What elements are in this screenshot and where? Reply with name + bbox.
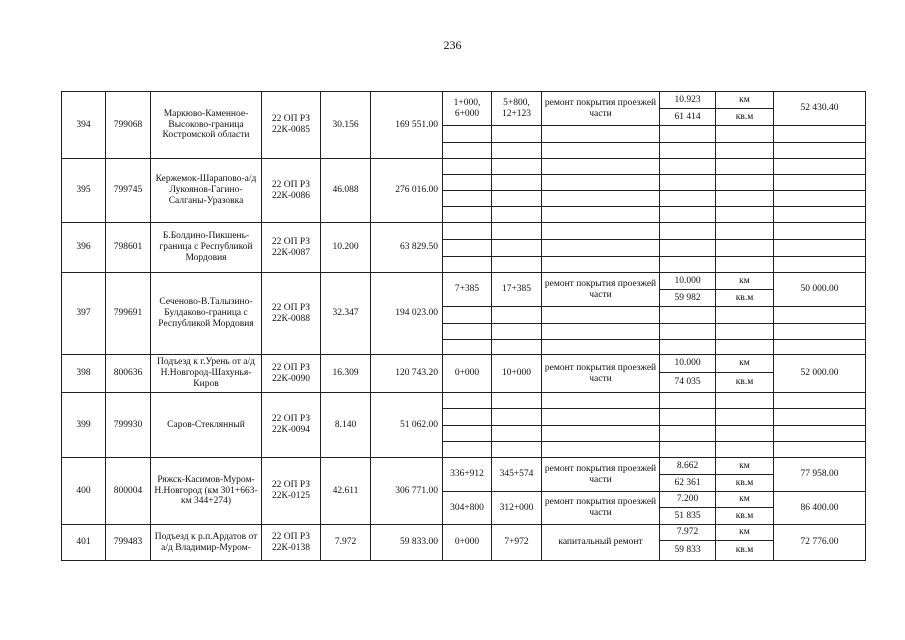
work-length-km: 7.972 — [660, 525, 716, 541]
empty-cell — [660, 223, 716, 240]
empty-cell — [443, 307, 492, 324]
empty-cell — [716, 207, 774, 223]
work-start-km: 0+000 — [443, 525, 492, 561]
empty-cell — [542, 223, 660, 240]
empty-cell — [542, 426, 660, 442]
work-start-km: 7+385 — [443, 273, 492, 307]
row-number: 395 — [62, 159, 106, 223]
empty-cell — [716, 159, 774, 175]
empty-cell — [492, 143, 542, 159]
empty-cell — [660, 307, 716, 324]
empty-cell — [542, 393, 660, 409]
unit-km: км — [716, 92, 774, 109]
empty-cell — [660, 126, 716, 143]
work-sum: 77 958.00 — [774, 458, 866, 492]
empty-cell — [774, 126, 866, 143]
empty-cell — [492, 409, 542, 426]
road-repair-table — [61, 91, 866, 561]
empty-cell — [716, 409, 774, 426]
empty-cell — [542, 409, 660, 426]
empty-cell — [716, 175, 774, 191]
empty-cell — [774, 426, 866, 442]
work-sum: 52 000.00 — [774, 355, 866, 393]
road-category: 22 ОП РЗ 22К-0086 — [262, 159, 321, 223]
row-number: 397 — [62, 273, 106, 355]
road-name: Саров-Стеклянный — [151, 393, 262, 458]
empty-cell — [492, 340, 542, 355]
empty-cell — [660, 207, 716, 223]
road-cost: 306 771.00 — [371, 458, 443, 525]
empty-cell — [443, 409, 492, 426]
work-start-km: 0+000 — [443, 355, 492, 393]
table-row — [62, 355, 866, 373]
work-end-km: 345+574 — [492, 458, 542, 492]
empty-cell — [492, 324, 542, 340]
road-category: 22 ОП РЗ 22К-0085 — [262, 92, 321, 159]
empty-cell — [443, 191, 492, 207]
empty-cell — [542, 442, 660, 458]
empty-cell — [774, 240, 866, 257]
table-row — [62, 273, 866, 290]
empty-cell — [774, 442, 866, 458]
work-length-km: 10.000 — [660, 273, 716, 290]
work-sum: 86 400.00 — [774, 492, 866, 525]
row-number: 400 — [62, 458, 106, 525]
work-area: 51 835 — [660, 508, 716, 525]
empty-cell — [774, 143, 866, 159]
empty-cell — [774, 191, 866, 207]
table-row — [62, 223, 866, 240]
row-number: 398 — [62, 355, 106, 393]
empty-cell — [716, 143, 774, 159]
work-start-km: 304+800 — [443, 492, 492, 525]
road-length: 16.309 — [321, 355, 371, 393]
row-number: 394 — [62, 92, 106, 159]
empty-cell — [716, 257, 774, 273]
empty-cell — [492, 191, 542, 207]
empty-cell — [716, 393, 774, 409]
empty-cell — [443, 207, 492, 223]
road-category: 22 ОП РЗ 22К-0138 — [262, 525, 321, 561]
empty-cell — [660, 324, 716, 340]
road-length: 30.156 — [321, 92, 371, 159]
empty-cell — [660, 393, 716, 409]
road-name: Ряжск-Касимов-Муром-Н.Новгород (км 301+663-км 344+274) — [151, 458, 262, 525]
empty-cell — [660, 143, 716, 159]
row-number: 401 — [62, 525, 106, 561]
unit-sq-m: кв.м — [716, 109, 774, 126]
empty-cell — [542, 307, 660, 324]
work-start-km: 336+912 — [443, 458, 492, 492]
empty-cell — [443, 324, 492, 340]
empty-cell — [660, 191, 716, 207]
empty-cell — [774, 324, 866, 340]
work-type: ремонт покрытия проезжей части — [542, 355, 660, 393]
empty-cell — [542, 324, 660, 340]
empty-cell — [774, 159, 866, 175]
empty-cell — [492, 393, 542, 409]
empty-cell — [492, 223, 542, 240]
work-type: ремонт покрытия проезжей части — [542, 92, 660, 126]
road-name: Маркюво-Каменное-Высоково-граница Костромской области — [151, 92, 262, 159]
road-code: 800004 — [106, 458, 151, 525]
road-category: 22 ОП РЗ 22К-0090 — [262, 355, 321, 393]
work-length-km: 10.923 — [660, 92, 716, 109]
work-area: 59 833 — [660, 541, 716, 561]
empty-cell — [443, 257, 492, 273]
empty-cell — [660, 409, 716, 426]
page-bottom-margin — [0, 588, 905, 640]
unit-km: км — [716, 458, 774, 475]
empty-cell — [716, 126, 774, 143]
empty-cell — [660, 426, 716, 442]
page-number: 236 — [443, 38, 462, 52]
empty-cell — [716, 442, 774, 458]
table-row — [62, 458, 866, 475]
empty-cell — [774, 393, 866, 409]
empty-cell — [443, 240, 492, 257]
empty-cell — [492, 207, 542, 223]
empty-cell — [542, 143, 660, 159]
empty-cell — [716, 191, 774, 207]
empty-cell — [716, 340, 774, 355]
road-cost: 51 062.00 — [371, 393, 443, 458]
empty-cell — [660, 340, 716, 355]
empty-cell — [716, 426, 774, 442]
road-code: 798601 — [106, 223, 151, 273]
empty-cell — [542, 175, 660, 191]
row-number: 399 — [62, 393, 106, 458]
work-area: 61 414 — [660, 109, 716, 126]
road-category: 22 ОП РЗ 22К-0087 — [262, 223, 321, 273]
empty-cell — [774, 307, 866, 324]
empty-cell — [443, 393, 492, 409]
work-sum: 50 000.00 — [774, 273, 866, 307]
empty-cell — [774, 409, 866, 426]
road-code: 799068 — [106, 92, 151, 159]
road-length: 42.611 — [321, 458, 371, 525]
empty-cell — [443, 175, 492, 191]
work-end-km: 312+000 — [492, 492, 542, 525]
work-sum: 52 430.40 — [774, 92, 866, 126]
empty-cell — [716, 324, 774, 340]
road-code: 799691 — [106, 273, 151, 355]
empty-cell — [660, 257, 716, 273]
empty-cell — [492, 257, 542, 273]
table-row — [62, 525, 866, 541]
work-end-km: 17+385 — [492, 273, 542, 307]
empty-cell — [716, 223, 774, 240]
unit-sq-m: кв.м — [716, 373, 774, 393]
work-length-km: 8.662 — [660, 458, 716, 475]
empty-cell — [443, 442, 492, 458]
empty-cell — [443, 426, 492, 442]
empty-cell — [492, 426, 542, 442]
empty-cell — [774, 207, 866, 223]
empty-cell — [774, 223, 866, 240]
work-area: 74 035 — [660, 373, 716, 393]
empty-cell — [542, 207, 660, 223]
work-end-km: 10+000 — [492, 355, 542, 393]
road-cost: 194 023.00 — [371, 273, 443, 355]
empty-cell — [492, 175, 542, 191]
work-type: ремонт покрытия проезжей части — [542, 273, 660, 307]
empty-cell — [542, 257, 660, 273]
road-length: 7.972 — [321, 525, 371, 561]
empty-cell — [542, 340, 660, 355]
road-length: 46.088 — [321, 159, 371, 223]
table-row — [62, 159, 866, 175]
unit-sq-m: кв.м — [716, 475, 774, 492]
empty-cell — [542, 159, 660, 175]
work-area: 59 982 — [660, 290, 716, 307]
road-length: 8.140 — [321, 393, 371, 458]
empty-cell — [774, 340, 866, 355]
empty-cell — [660, 159, 716, 175]
empty-cell — [492, 240, 542, 257]
work-start-km: 1+000, 6+000 — [443, 92, 492, 126]
road-name: Сеченово-В.Талызино-Булдаково-граница с Республикой Мордовия — [151, 273, 262, 355]
road-cost: 276 016.00 — [371, 159, 443, 223]
road-name: Б.Болдино-Пикшень-граница с Республикой Мордовия — [151, 223, 262, 273]
work-area: 62 361 — [660, 475, 716, 492]
work-end-km: 5+800, 12+123 — [492, 92, 542, 126]
road-code: 799930 — [106, 393, 151, 458]
unit-sq-m: кв.м — [716, 508, 774, 525]
unit-km: км — [716, 355, 774, 373]
empty-cell — [716, 307, 774, 324]
road-name: Подъезд к г.Урень от а/д Н.Новгород-Шахунья-Киров — [151, 355, 262, 393]
empty-cell — [492, 307, 542, 324]
work-type: ремонт покрытия проезжей части — [542, 458, 660, 492]
empty-cell — [492, 159, 542, 175]
empty-cell — [492, 126, 542, 143]
unit-km: км — [716, 492, 774, 508]
empty-cell — [492, 442, 542, 458]
empty-cell — [660, 175, 716, 191]
empty-cell — [774, 175, 866, 191]
road-cost: 169 551.00 — [371, 92, 443, 159]
work-length-km: 7.200 — [660, 492, 716, 508]
unit-sq-m: кв.м — [716, 541, 774, 561]
empty-cell — [774, 257, 866, 273]
empty-cell — [660, 442, 716, 458]
road-code: 799745 — [106, 159, 151, 223]
empty-cell — [542, 240, 660, 257]
road-category: 22 ОП РЗ 22К-0088 — [262, 273, 321, 355]
unit-sq-m: кв.м — [716, 290, 774, 307]
road-category: 22 ОП РЗ 22К-0094 — [262, 393, 321, 458]
empty-cell — [542, 126, 660, 143]
empty-cell — [542, 191, 660, 207]
road-length: 10.200 — [321, 223, 371, 273]
empty-cell — [443, 340, 492, 355]
empty-cell — [660, 240, 716, 257]
empty-cell — [716, 240, 774, 257]
empty-cell — [443, 159, 492, 175]
road-cost: 59 833.00 — [371, 525, 443, 561]
road-name: Кержемок-Шарапово-а/д Лукоянов-Гагино-Салганы-Уразовка — [151, 159, 262, 223]
unit-km: км — [716, 525, 774, 541]
road-name: Подъезд к р.п.Ардатов от а/д Владимир-Муром- — [151, 525, 262, 561]
work-type: капитальный ремонт — [542, 525, 660, 561]
empty-cell — [443, 223, 492, 240]
work-type: ремонт покрытия проезжей части — [542, 492, 660, 525]
work-end-km: 7+972 — [492, 525, 542, 561]
row-number: 396 — [62, 223, 106, 273]
table-row — [62, 393, 866, 409]
work-sum: 72 776.00 — [774, 525, 866, 561]
road-cost: 120 743.20 — [371, 355, 443, 393]
road-code: 799483 — [106, 525, 151, 561]
table-row — [62, 92, 866, 109]
empty-cell — [443, 143, 492, 159]
road-category: 22 ОП РЗ 22К-0125 — [262, 458, 321, 525]
unit-km: км — [716, 273, 774, 290]
road-cost: 63 829.50 — [371, 223, 443, 273]
road-code: 800636 — [106, 355, 151, 393]
road-length: 32.347 — [321, 273, 371, 355]
empty-cell — [443, 126, 492, 143]
work-length-km: 10.000 — [660, 355, 716, 373]
